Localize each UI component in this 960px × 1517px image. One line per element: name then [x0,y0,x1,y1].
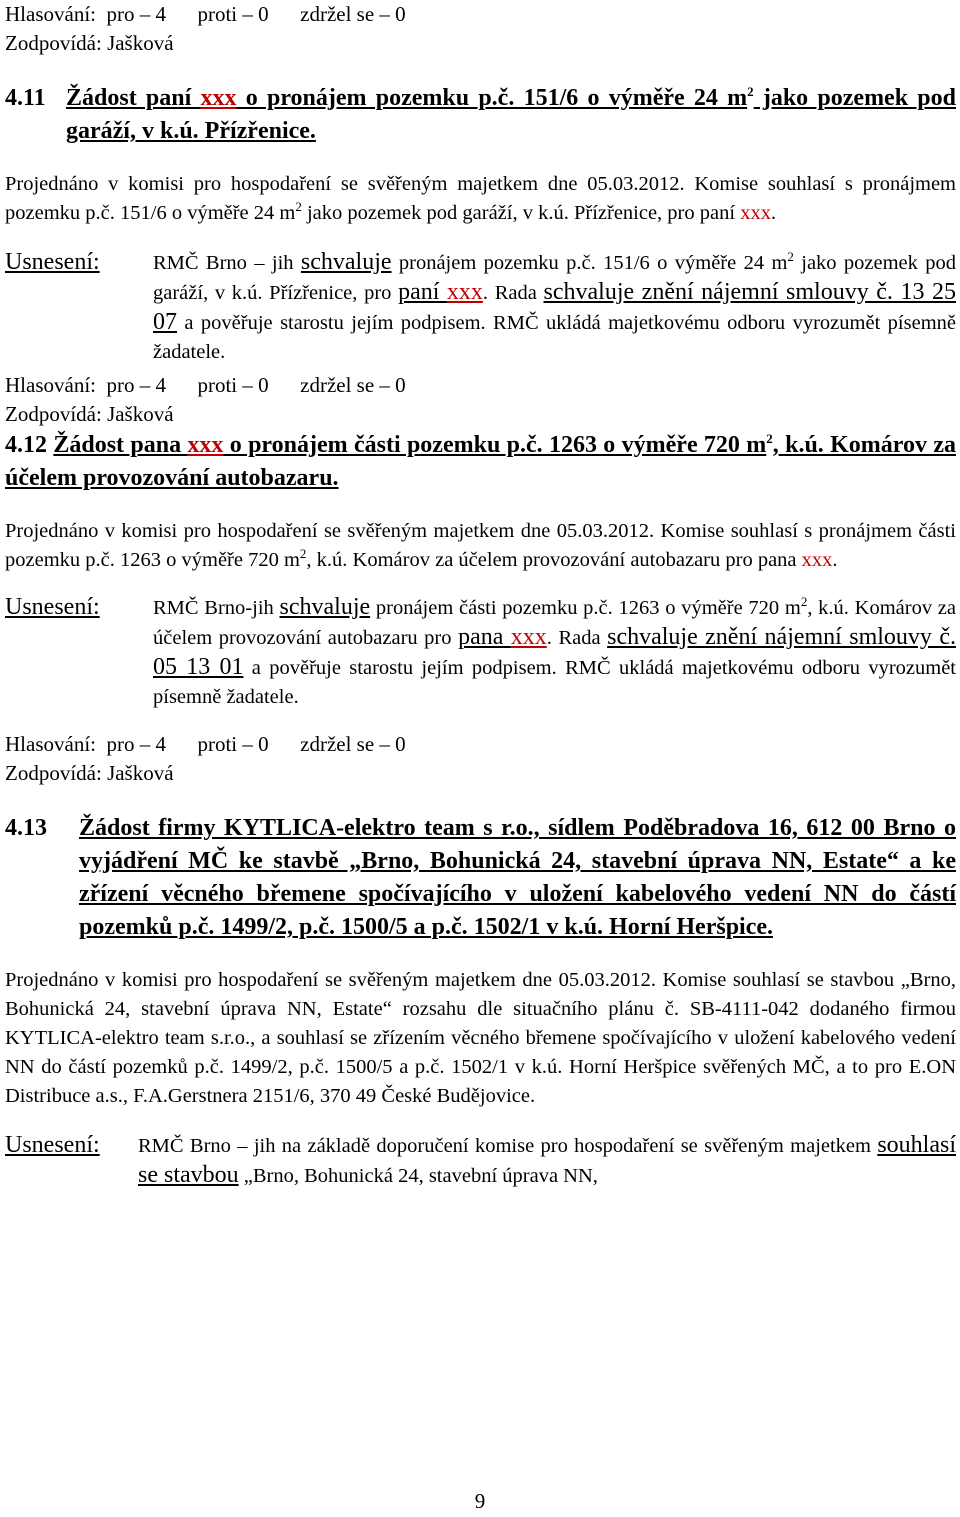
responsible-line: Zodpovídá: Jašková [5,31,174,55]
section-heading-4-13: 4.13 Žádost firmy KYTLICA-elektro team s r.o., sídlem Poděbradova 16, 612 00 Brno o vyjádření MČ ke stavbě „Brno, Bohunická 24, stavební úprava NN, Estate“ a ke zřízení věcného břemene spočívajícího v uložení kabelového vedení NN do částí pozemků p.č. 1499/2, p.č. 1500/5 a p.č. 1502/1 v k.ú. Horní Heršpice. [5,815,956,940]
discussion-paragraph: Projednáno v komisi pro hospodaření se svěřeným majetkem dne 05.03.2012. Komise souhlasí s pronájmem části pozemku p.č. 1263 o výměře 720 $m^2$, k.ú. Komárov za účelem provozování autobazaru pro pana xxx. [5,520,956,571]
section-heading-4-12: 4.12 Žádost pana xxx o pronájem části pozemku p.č. 1263 o výměře 720 $m^2$, k.ú. Komárov za účelem provozování autobazaru. [5,431,957,491]
document-page [5,0,956,1191]
vote-line: Hlasování: pro – 4 proti – 0 zdržel se – 0 [5,732,406,756]
redacted-name: xxx [740,202,771,224]
resolution-text: RMČ Brno – jih na základě doporučení komise pro hospodaření se svěřeným majetkem souhlasí se stavbou „Brno, Bohunická 24, stavební úprava NN, [138,1132,956,1188]
section-heading-4-11: 4.11 Žádost paní xxx o pronájem pozemku p.č. 151/6 o výměře 24 $m^2$ jako pozemek pod garáží, v k.ú. Přízřenice. [5,84,956,144]
redacted-name: xxx [510,624,547,650]
vote-line: Hlasování: pro – 4 proti – 0 zdržel se – 0 [5,2,406,26]
responsible-line: Zodpovídá: Jašková [5,402,174,426]
redacted-name: xxx [200,85,237,111]
resolution-4-12 [5,593,956,712]
discussion-paragraph: Projednáno v komisi pro hospodaření se svěřeným majetkem dne 05.03.2012. Komise souhlasí se stavbou „Brno, Bohunická 24, stavební úprava NN, Estate“ rozsahu dle situačního plánu č. SB-4111-042 dodaného firmou KYTLICA-elektro team s.r.o., a souhlasí se zřízením věcného břemene spočívajícího v uložení kabelového vedení NN do částí pozemků p.č. 1499/2, p.č. 1500/5 a p.č. 1502/1 v k.ú. Horní Heršpice svěřených MČ, a to pro E.ON Distribuce a.s., F.A.Gerstnera 2151/6, 370 49 České Budějovice. [5,969,956,1107]
resolution-text: RMČ Brno-jih schvaluje pronájem části pozemku p.č. 1263 o výměře 720 $m^2$, k.ú. Komárov za účelem provozování autobazaru pro pana xxx. Rada schvaluje znění nájemní smlouvy č. 05 13 01 a pověřuje starostu jejím podpisem. RMČ ukládá majetkovému odboru vyrozumět písemně žadatele. [153,594,957,708]
redacted-name: xxx [187,432,224,458]
vote-line: Hlasování: pro – 4 proti – 0 zdržel se – 0 [5,373,406,397]
resolution-label: Usnesení: [5,249,100,275]
discussion-paragraph: Projednáno v komisi pro hospodaření se svěřeným majetkem dne 05.03.2012. Komise souhlasí s pronájmem pozemku p.č. 151/6 o výměře 24 $m^2$ jako pozemek pod garáží, v k.ú. Přízřenice, pro paní xxx. [5,173,956,224]
responsible-line: Zodpovídá: Jašková [5,761,174,785]
resolution-4-11 [5,248,956,367]
resolution-text: RMČ Brno – jih schvaluje pronájem pozemku p.č. 151/6 o výměře 24 $m^2$ jako pozemek pod garáží, v k.ú. Přízřenice, pro paní xxx. Rada schvaluje znění nájemní smlouvy č. 13 25 07 a pověřuje starostu jejím podpisem. RMČ ukládá majetkovému odboru vyrozumět písemně žadatele. [153,249,956,363]
resolution-label: Usnesení: [5,1132,100,1158]
redacted-name: xxx [801,549,833,571]
page-number: 9 [474,1489,486,1513]
resolution-label: Usnesení: [5,594,100,620]
redacted-name: xxx [446,279,483,305]
resolution-4-13 [5,1131,956,1191]
